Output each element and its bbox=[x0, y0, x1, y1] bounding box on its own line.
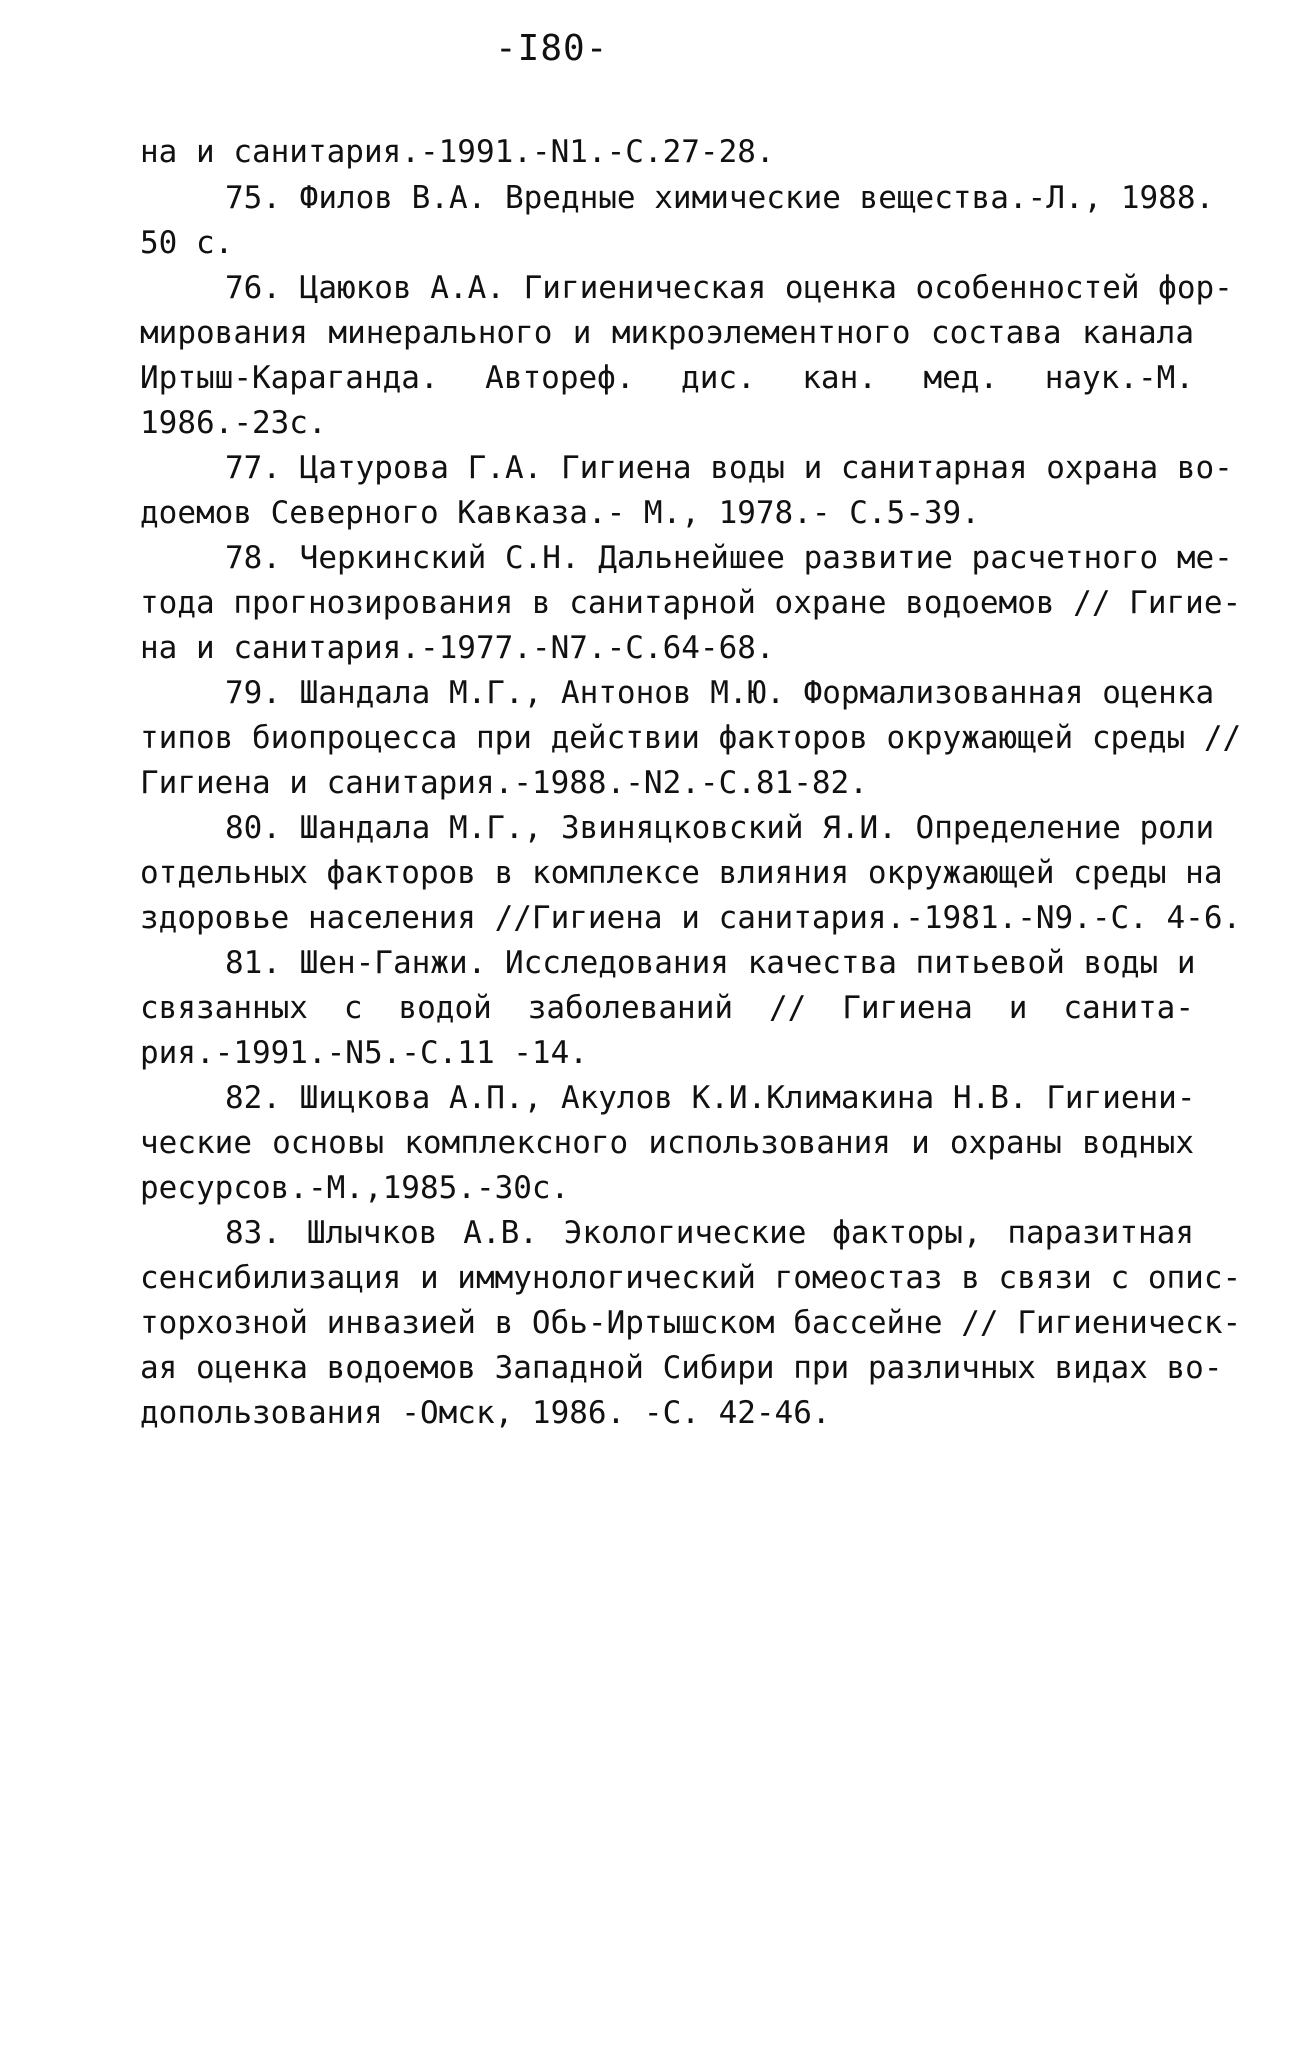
text-line: Гигиена и санитария.-1988.-N2.-С.81-82. bbox=[140, 765, 868, 801]
text-line: здоровье населения //Гигиена и санитария.-1981.-N9.-С. 4-6. bbox=[140, 900, 1242, 936]
text-line: 1986.-23с. bbox=[140, 405, 327, 441]
reference-79-line: 79. Шандала М.Г., Антонов М.Ю. Формализованная оценка bbox=[225, 675, 1215, 711]
reference-80-line: 80. Шандала М.Г., Звиняцковский Я.И. Определение роли bbox=[225, 810, 1215, 846]
text-line: связанных с водой заболеваний // Гигиена и санита- bbox=[140, 990, 1194, 1026]
text-line: доемов Северного Кавказа.- М., 1978.- С.5-39. bbox=[140, 495, 980, 531]
text-line: Иртыш-Караганда. Автореф. дис. кан. мед. наук.-М. bbox=[140, 360, 1194, 396]
text-line: на и санитария.-1977.-N7.-С.64-68. bbox=[140, 630, 775, 666]
reference-82-line: 82. Шицкова А.П., Акулов К.И.Климакина Н.В. Гигиени- bbox=[225, 1080, 1196, 1116]
text-line: ресурсов.-М.,1985.-30с. bbox=[140, 1170, 570, 1206]
text-line: ая оценка водоемов Западной Сибири при различных видах во- bbox=[140, 1350, 1223, 1386]
text-line: допользования -Омск, 1986. -С. 42-46. bbox=[140, 1395, 831, 1431]
text-line: тода прогнозирования в санитарной охране водоемов // Гигие- bbox=[140, 585, 1242, 621]
text-line: на и санитария.-1991.-N1.-С.27-28. bbox=[140, 134, 775, 170]
reference-81-line: 81. Шен-Ганжи. Исследования качества питьевой воды и bbox=[225, 945, 1196, 981]
reference-76-line: 76. Цаюков А.А. Гигиеническая оценка особенностей фор- bbox=[225, 270, 1233, 306]
reference-74-line: 75. Филов В.А. Вредные химические вещества.-Л., 1988. bbox=[225, 180, 1215, 216]
text-line: мирования минерального и микроэлементного состава канала bbox=[140, 315, 1194, 351]
page-number: -I80- bbox=[495, 28, 609, 69]
reference-78-line: 78. Черкинский С.Н. Дальнейшее развитие расчетного ме- bbox=[225, 540, 1233, 576]
text-line: рия.-1991.-N5.-С.11 -14. bbox=[140, 1035, 588, 1071]
text-line: отдельных факторов в комплексе влияния окружающей среды на bbox=[140, 855, 1223, 891]
reference-77-line: 77. Цатурова Г.А. Гигиена воды и санитарная охрана во- bbox=[225, 450, 1233, 486]
text-line: типов биопроцесса при действии факторов окружающей среды // bbox=[140, 720, 1242, 756]
text-line: торхозной инвазией в Обь-Иртышском бассейне // Гигиеническ- bbox=[140, 1305, 1242, 1341]
text-line: ческие основы комплексного использования и охраны водных bbox=[140, 1125, 1194, 1161]
text-line: сенсибилизация и иммунологический гомеостаз в связи с опис- bbox=[140, 1260, 1242, 1296]
reference-83-line: 83. Шлычков А.В. Экологические факторы, паразитная bbox=[225, 1215, 1194, 1251]
text-line: 50 с. bbox=[140, 225, 234, 261]
